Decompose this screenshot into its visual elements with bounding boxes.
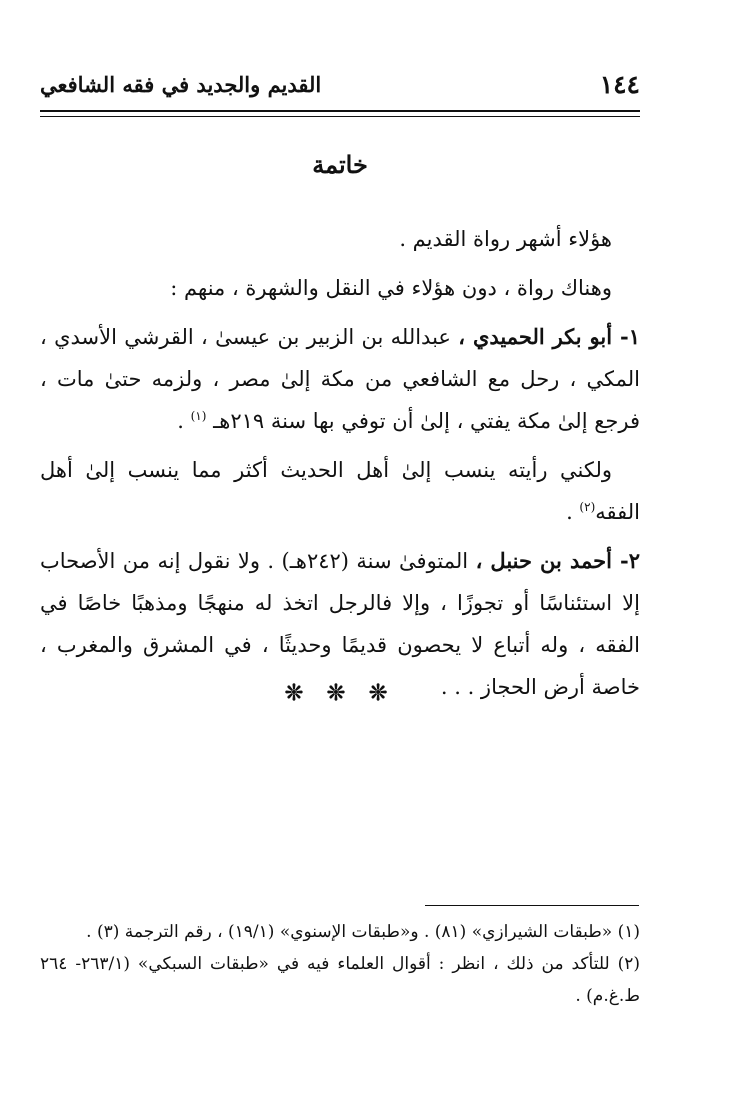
paragraph: وهناك رواة ، دون هؤلاء في النقل والشهرة ، منهم : (170, 276, 612, 300)
list-item-text: المتوفىٰ سنة (٢٤٢هـ) . ولا نقول إنه من الأصحاب إلا استئناسًا أو تجوزًا ، وإلا فالرجل اتخذ له منهجًا ومذهبًا خاصًا في الفقه ، وله أتباع لا يحصون قديمًا وحديثًا ، في المشرق والمغرب ، خاصة أرض الحجاز . . . (40, 549, 640, 699)
section-separator: ❊ ❊ ❊ (284, 680, 396, 706)
footnote: (٢) للتأكد من ذلك ، انظر : أقوال العلماء فيه في «طبقات السبكي» (٢٦٣/١- ٢٦٤ ط.غ.م) . (40, 954, 640, 1006)
footnote-ref[interactable]: (٢) (579, 500, 596, 514)
list-item-label: ٢- أحمد بن حنبل ، (475, 548, 640, 573)
list-item (40, 316, 640, 442)
punctuation: . (177, 409, 191, 433)
paragraph-text: ولكني رأيته ينسب إلىٰ أهل الحديث أكثر مما ينسب إلىٰ أهل الفقه (40, 458, 640, 524)
punctuation: . (566, 500, 580, 524)
list-item-label: ١- أبو بكر الحميدي ، (458, 324, 640, 349)
header-rule-thin (40, 116, 640, 117)
body-text (40, 218, 640, 715)
page-header (40, 66, 640, 106)
list-item-text: عبدالله بن الزبير بن عيسىٰ ، القرشي الأسدي ، المكي ، رحل مع الشافعي من مكة إلىٰ مصر ، ولزمه حتىٰ مات ، فرجع إلىٰ مكة يفتي ، إلىٰ أن توفي بها سنة ٢١٩هـ (40, 325, 640, 433)
footnote-rule (425, 905, 639, 906)
running-title: القديم والجديد في فقه الشافعي (40, 72, 322, 97)
header-rule-thick (40, 110, 640, 112)
section-title: خاتمة (312, 150, 368, 179)
paragraph (40, 449, 640, 533)
page-number: ١٤٤ (599, 70, 640, 99)
footnote: (١) «طبقات الشيرازي» (٨١) . و«طبقات الإسنوي» (١٩/١) ، رقم الترجمة (٣) . (86, 922, 640, 942)
footnotes (40, 916, 640, 1012)
footnote-ref[interactable]: (١) (190, 409, 207, 423)
paragraph: هؤلاء أشهر رواة القديم . (399, 227, 612, 251)
